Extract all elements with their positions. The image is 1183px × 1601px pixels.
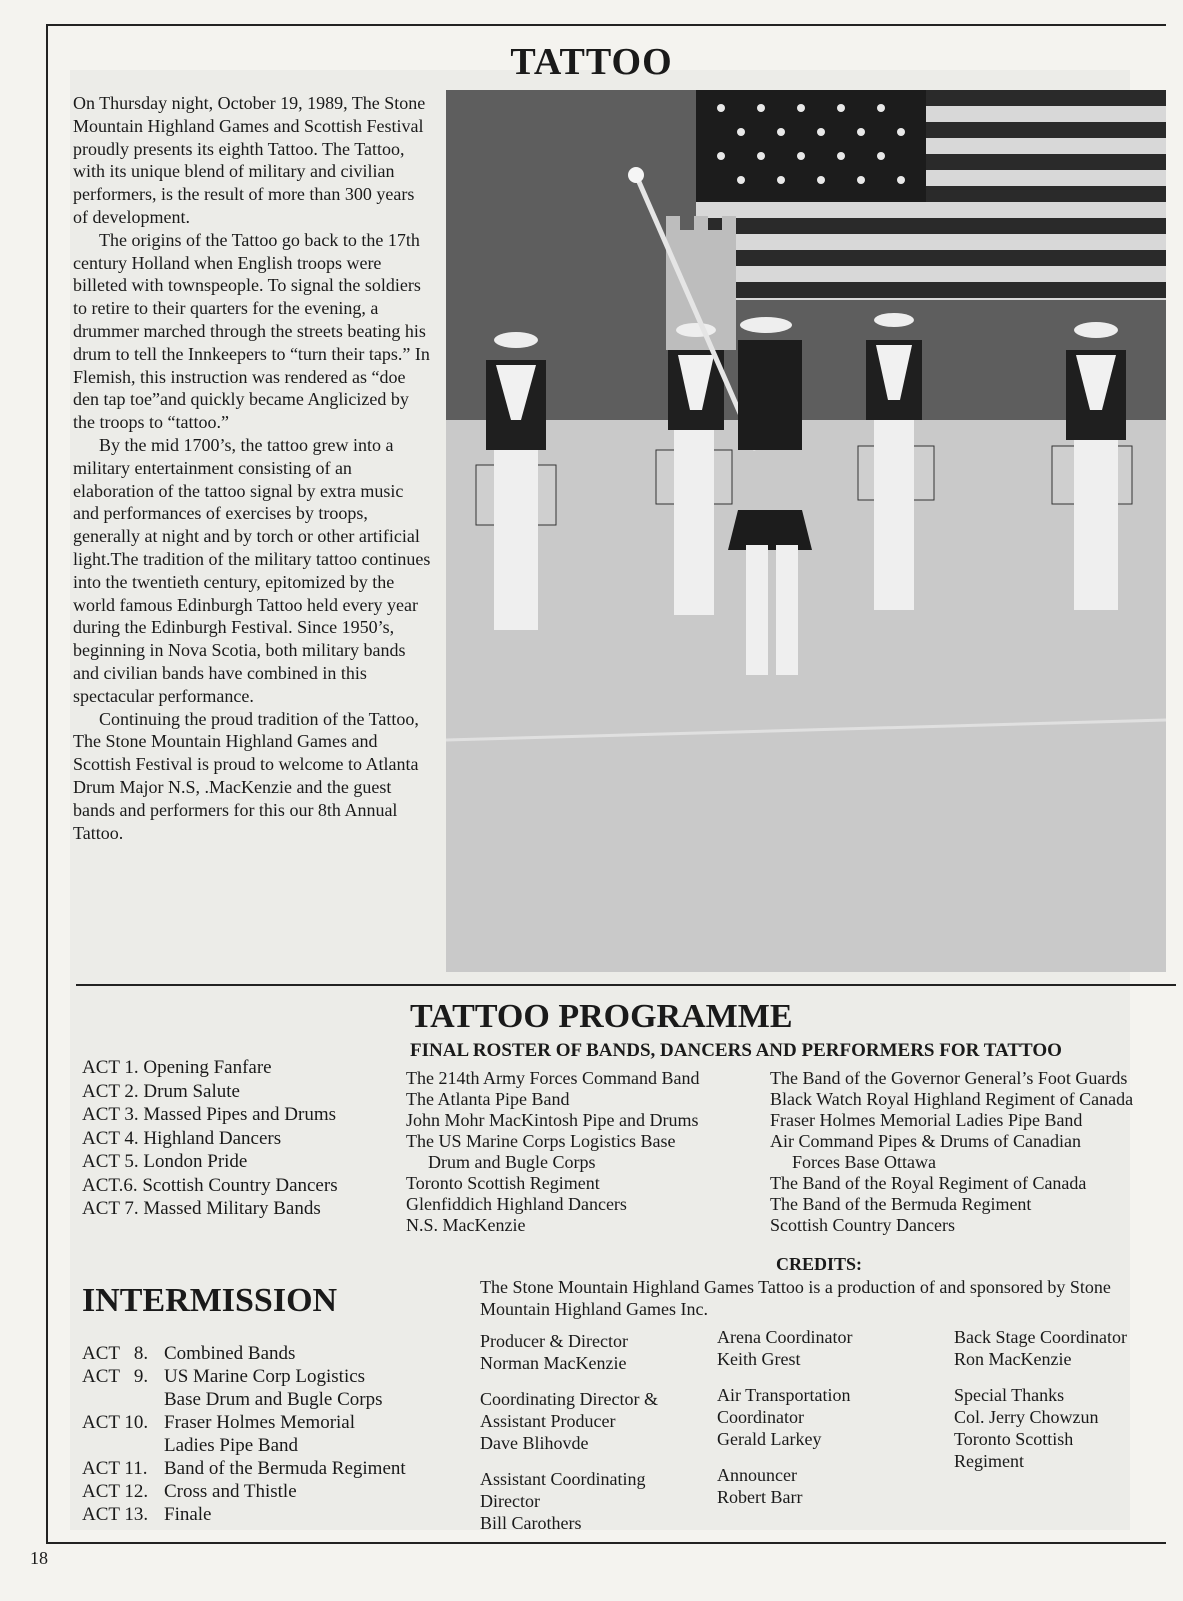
credits-column-2 (717, 1326, 852, 1508)
act-item: ACT 4. Highland Dancers (82, 1127, 282, 1149)
act-number: ACT 8. (82, 1343, 149, 1364)
act-title: US Marine Corp Logistics (164, 1366, 366, 1387)
roster-item: Air Command Pipes & Drums of Canadian (770, 1131, 1081, 1151)
roster-item: Scottish Country Dancers (770, 1215, 955, 1235)
credit-line: Col. Jerry Chowzun (954, 1407, 1099, 1427)
roster-heading: FINAL ROSTER OF BANDS, DANCERS AND PERFORMERS FOR TATTOO (410, 1040, 1062, 1061)
roster-item: Fraser Holmes Memorial Ladies Pipe Band (770, 1110, 1083, 1130)
act-row (82, 1503, 406, 1526)
roster-item: The Band of the Governor General’s Foot Guards (770, 1068, 1128, 1088)
roster-left-column (406, 1068, 699, 1236)
credit-line: Air Transportation (717, 1385, 851, 1405)
act-title: Fraser Holmes Memorial (164, 1412, 356, 1433)
intro-text (73, 92, 433, 844)
roster-item: N.S. MacKenzie (406, 1215, 526, 1235)
act-title: Base Drum and Bugle Corps (164, 1389, 383, 1410)
act-row (82, 1388, 406, 1411)
roster-item: Toronto Scottish Regiment (406, 1173, 600, 1193)
act-row (82, 1342, 406, 1365)
act-row (82, 1480, 406, 1503)
page-number: 18 (30, 1548, 48, 1568)
credits-intro: The Stone Mountain Highland Games Tattoo is a production of and sponsored by Stone Mountain Highland Games Inc. (480, 1277, 1111, 1319)
act-row (82, 1457, 406, 1480)
roster-item: Forces Base Ottawa (792, 1152, 936, 1172)
credit-line: Coordinating Director & (480, 1389, 658, 1409)
credit-line: Director (480, 1491, 540, 1511)
programme-acts (82, 1056, 338, 1221)
act-title: Ladies Pipe Band (164, 1435, 299, 1456)
act-number: ACT 12. (82, 1481, 149, 1502)
programme-heading: TATTOO PROGRAMME (410, 998, 793, 1035)
credit-line: Coordinator (717, 1407, 804, 1427)
act-number: ACT 11. (82, 1458, 148, 1479)
american-flag (696, 90, 1166, 300)
intro-paragraph: By the mid 1700’s, the tattoo grew into a military entertainment consisting of an elaboration of the tattoo signal by extra music and performances of exercises by troops, generally at night and by torch or other artificial light.The tradition of the military tattoo continues into the twentieth century, epitomized by the world famous Edinburgh Tattoo held every year during the Edinburgh Festival. Since 1950’s, beginning in Nova Scotia, both military bands and civilian bands have combined in this spectacular performance. (73, 434, 431, 706)
section-divider (76, 984, 1176, 986)
credit-line: Ron MacKenzie (954, 1349, 1072, 1369)
intro-paragraph: Continuing the proud tradition of the Tattoo, The Stone Mountain Highland Games and Scottish Festival is proud to welcome to Atlanta Drum Major N.S, .MacKenzie and the guest bands and performers for this our 8th Annual Tattoo. (73, 708, 419, 843)
roster-item: Drum and Bugle Corps (428, 1152, 596, 1172)
credit-line: Robert Barr (717, 1487, 803, 1507)
act-item: ACT 7. Massed Military Bands (82, 1198, 321, 1219)
intermission-heading: INTERMISSION (82, 1282, 338, 1319)
intermission-acts (82, 1342, 406, 1526)
act-row (82, 1434, 406, 1457)
act-item: ACT 5. London Pride (82, 1151, 248, 1172)
act-title: Band of the Bermuda Regiment (164, 1458, 406, 1479)
act-title: Cross and Thistle (164, 1481, 297, 1502)
act-title: Combined Bands (164, 1343, 296, 1364)
act-row (82, 1365, 406, 1388)
credit-line: Regiment (954, 1451, 1024, 1471)
roster-item: The 214th Army Forces Command Band (406, 1068, 700, 1088)
act-number (82, 1388, 164, 1411)
credit-line: Norman MacKenzie (480, 1353, 627, 1373)
page-title: TATTOO (510, 41, 673, 83)
act-number: ACT 13. (82, 1504, 149, 1525)
act-item: ACT 3. Massed Pipes and Drums (82, 1104, 337, 1125)
drum-corps-illustration (446, 90, 1166, 972)
roster-right-column (770, 1068, 1133, 1236)
act-number: ACT 9. (82, 1366, 149, 1387)
act-number: ACT 10. (82, 1412, 149, 1433)
act-number (82, 1434, 164, 1457)
act-row (82, 1411, 406, 1434)
credit-line: Dave Blihovde (480, 1433, 589, 1453)
roster-item: John Mohr MacKintosh Pipe and Drums (406, 1110, 699, 1130)
act-title: Finale (164, 1504, 212, 1525)
credits-heading: CREDITS: (776, 1254, 863, 1274)
roster-item: The US Marine Corps Logistics Base (406, 1131, 676, 1151)
credit-line: Back Stage Coordinator (954, 1327, 1127, 1347)
credit-line: Keith Grest (717, 1349, 801, 1369)
act-item: ACT.6. Scottish Country Dancers (82, 1174, 338, 1196)
act-item: ACT 2. Drum Salute (82, 1080, 240, 1102)
credit-line: Announcer (717, 1465, 797, 1485)
credits-column-1 (480, 1330, 658, 1534)
credit-line: Bill Carothers (480, 1513, 582, 1533)
intro-paragraph: The origins of the Tattoo go back to the 17th century Holland when English troops were billeted with townspeople. To signal the soldiers to retire to their quarters for the evening, a drummer marched through the streets beating his drum to tell the Innkeepers to “turn their taps.” In Flemish, this instruction was rendered as “doe den tap toe”and quickly became Anglicized by the troops to “tattoo.” (73, 229, 430, 433)
roster-item: Glenfiddich Highland Dancers (406, 1194, 627, 1214)
credit-line: Assistant Coordinating (480, 1469, 646, 1489)
credit-line: Special Thanks (954, 1385, 1065, 1405)
roster-item: The Band of the Bermuda Regiment (770, 1194, 1032, 1214)
act-item: ACT 1. Opening Fanfare (82, 1057, 272, 1078)
credit-line: Producer & Director (480, 1331, 628, 1351)
intro-paragraph: On Thursday night, October 19, 1989, The Stone Mountain Highland Games and Scottish Festival proudly presents its eighth Tattoo. The Tattoo, with its unique blend of military and civilian performers, is the result of more than 300 years of development. (73, 93, 426, 227)
roster-item: The Band of the Royal Regiment of Canada (770, 1173, 1087, 1193)
credit-line: Arena Coordinator (717, 1327, 853, 1347)
credit-line: Toronto Scottish (954, 1429, 1074, 1449)
roster-item: The Atlanta Pipe Band (406, 1089, 570, 1109)
drum-corps-photo (446, 90, 1166, 972)
roster-item: Black Watch Royal Highland Regiment of Canada (770, 1089, 1134, 1109)
credits-column-3 (954, 1326, 1127, 1472)
credit-line: Gerald Larkey (717, 1429, 822, 1449)
credit-line: Assistant Producer (480, 1411, 616, 1431)
